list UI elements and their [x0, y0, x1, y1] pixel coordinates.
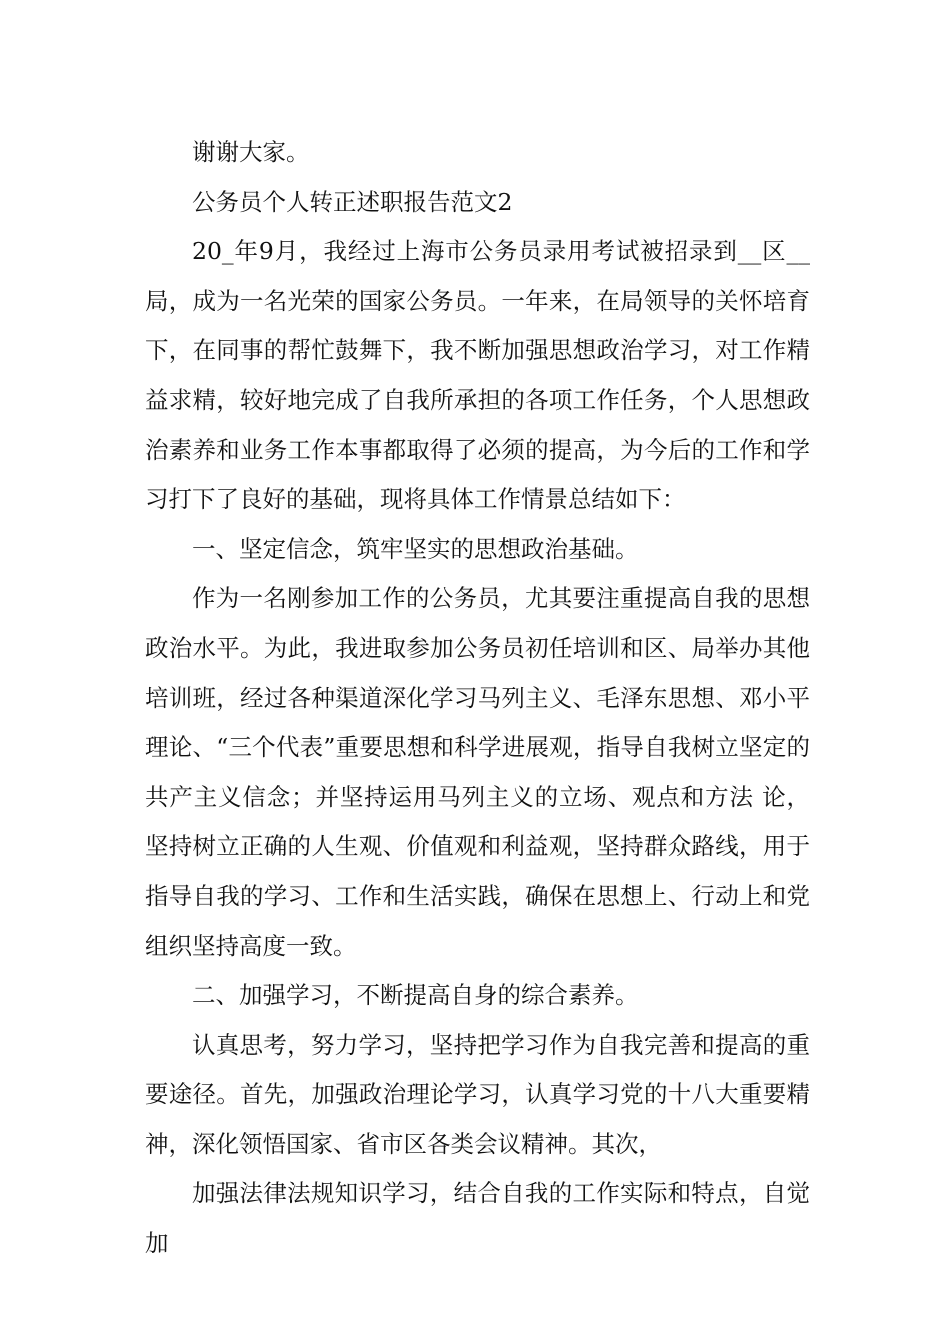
section-heading-2: 二、加强学习，不断提高自身的综合素养。: [192, 981, 639, 1010]
section-heading-1: 一、坚定信念，筑牢坚实的思想政治基础。: [192, 534, 639, 563]
section-2-paragraph: 认真思考，努力学习，坚持把学习作为自我完善和提高的重要途径。首先，加强政治理论学习，认真学习党的十八大重要精神，深化领悟国家、省市区各类会议精神。其次，: [145, 1030, 810, 1158]
intro-paragraph: 20_年9月，我经过上海市公务员录用考试被招录到__区__局，成为一名光荣的国家公务员。一年来，在局领导的关怀培育下，在同事的帮忙鼓舞下，我不断加强思想政治学习，对工作精益求精，较好地完成了自我所承担的各项工作任务，个人思想政治素养和业务工作本事都取得了必须的提高，为今后的工作和学习打下了良好的基础，现将具体工作情景总结如下：: [145, 237, 810, 514]
section-2-paragraph-continued: 加强法律法规知识学习，结合自我的工作实际和特点，自觉加: [145, 1179, 810, 1258]
closing-line: 谢谢大家。: [192, 138, 310, 166]
section-1-paragraph: 作为一名刚参加工作的公务员，尤其要注重提高自我的思想政治水平。为此，我进取参加公务员初任培训和区、局举办其他培训班，经过各种渠道深化学习马列主义、毛泽东思想、邓小平理论、“三个代表”重要思想和科学进展观，指导自我树立坚定的共产主义信念；并坚持运用马列主义的立场、观点和方法 论，坚持树立正确的人生观、价值观和利益观，坚持群众路线，用于指导自我的学习、工作和生活实践，确保在思想上、行动上和党组织坚持高度一致。: [145, 584, 810, 960]
document-title: 公务员个人转正述职报告范文2: [192, 187, 513, 216]
document-body: [145, 128, 810, 1269]
